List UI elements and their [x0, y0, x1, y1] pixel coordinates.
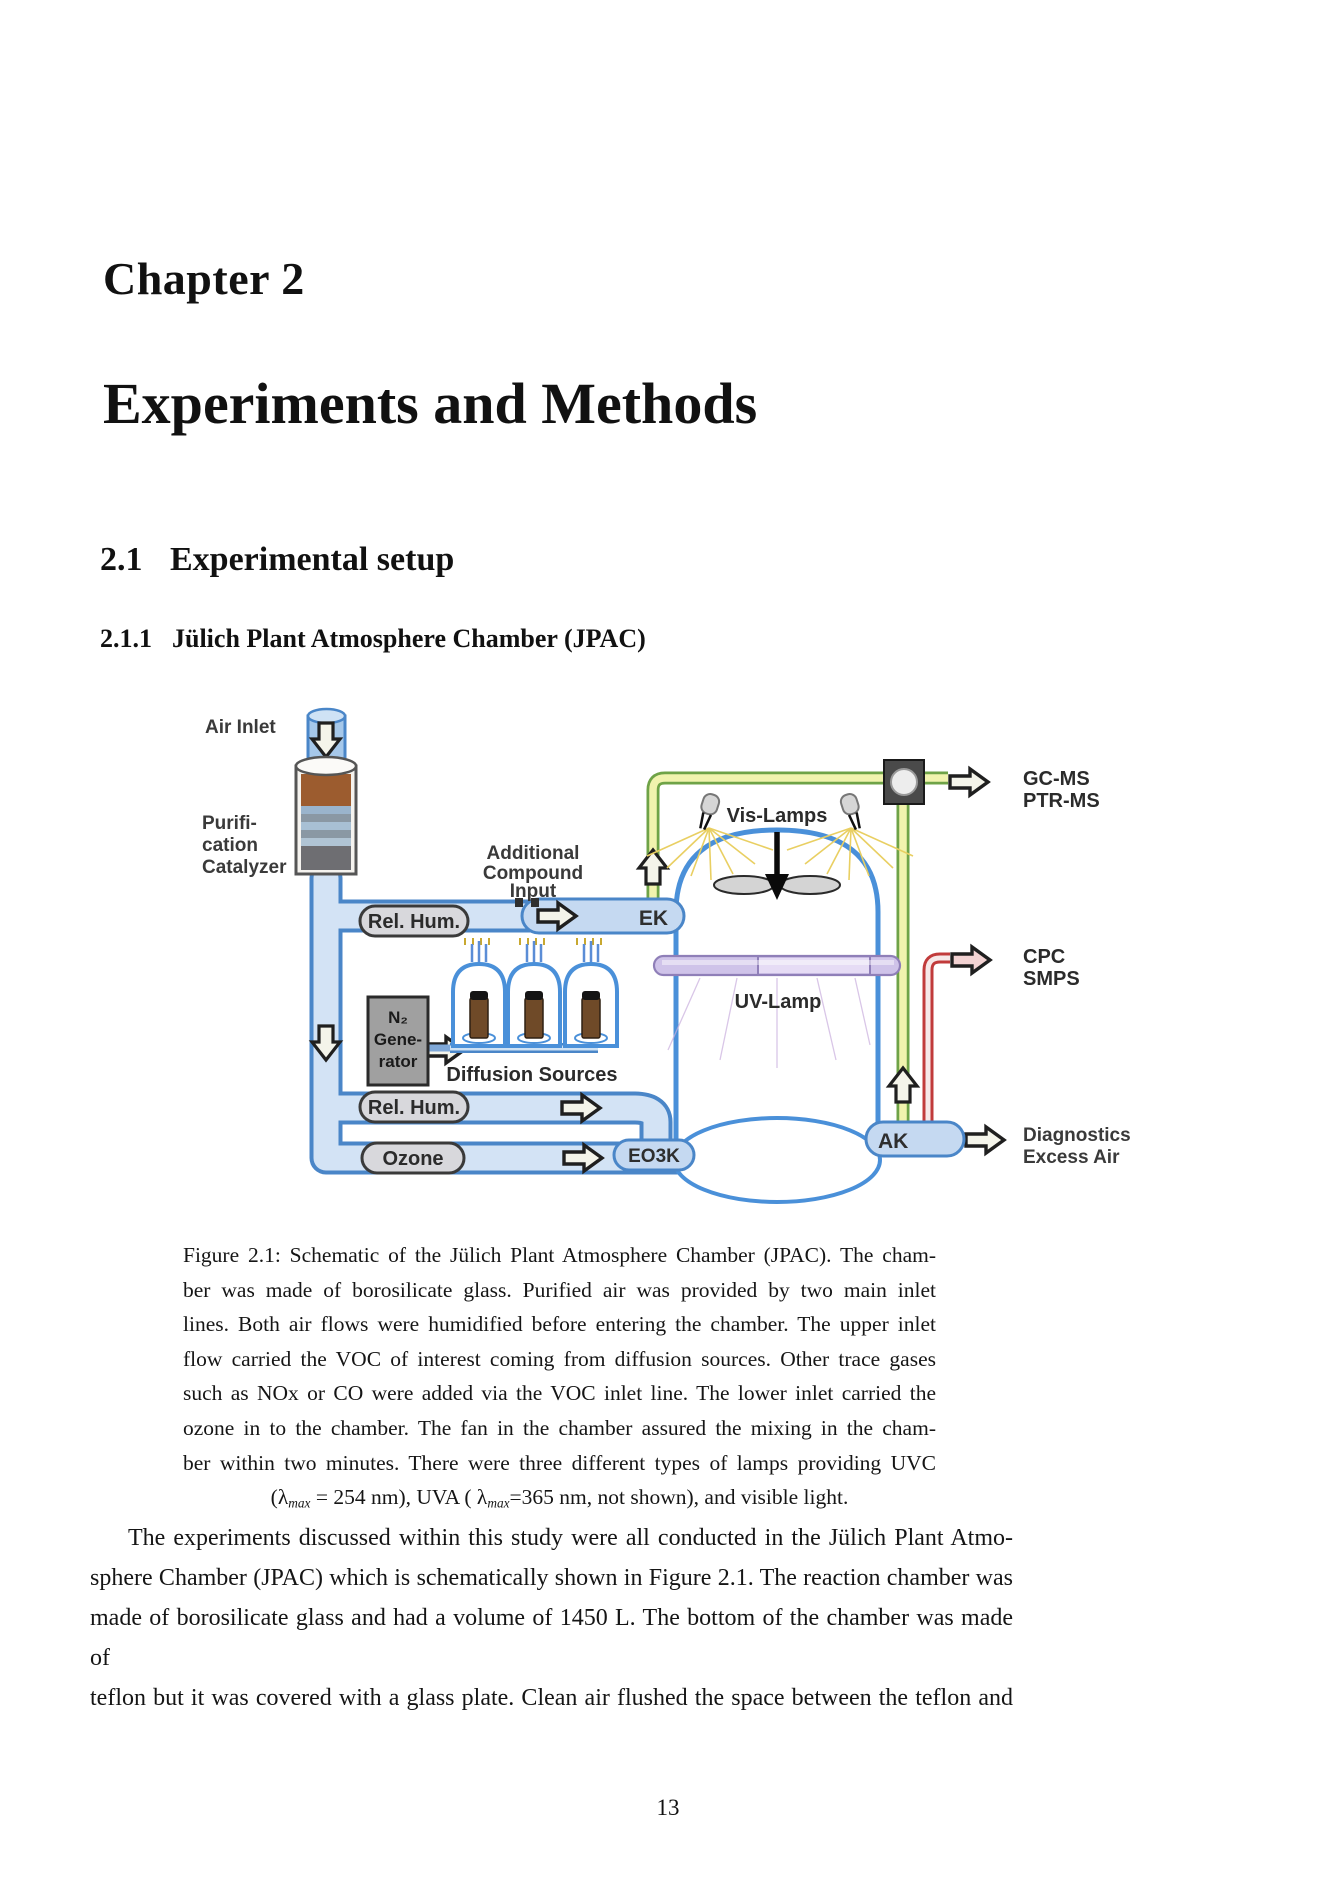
label-purification-2: cation: [202, 835, 258, 856]
figure-2-1: [160, 690, 1140, 1220]
right-arrow-icon: [950, 769, 988, 795]
section-number: 2.1: [100, 541, 143, 578]
label-additional-3: Input: [509, 881, 557, 902]
body-paragraph: [90, 1518, 1013, 1718]
chapter-title: Experiments and Methods: [103, 371, 758, 436]
caption-line-lambda: [183, 1480, 936, 1521]
label-ptr-ms: PTR-MS: [1023, 790, 1100, 812]
caption-line: flow carried the VOC of interest coming from diffusion sources. Other trace gases: [183, 1346, 936, 1371]
caption-line: ber was made of borosilicate glass. Purified air was provided by two main inlet: [183, 1277, 936, 1302]
label-n2-3: rator: [378, 1052, 418, 1071]
page-number: 13: [656, 1795, 680, 1820]
caption-line: such as NOx or CO were added via the VOC inlet line. The lower inlet carried the: [183, 1381, 936, 1406]
label-ozone: Ozone: [382, 1148, 444, 1170]
eo3k-port: [614, 1140, 694, 1170]
label-additional-1: Additional: [486, 843, 580, 864]
right-arrow-icon: [952, 947, 990, 973]
label-diagnostics-2: Excess Air: [1023, 1147, 1120, 1168]
body-line: sphere Chamber (JPAC) which is schematically shown in Figure 2.1. The reaction chamber was: [90, 1565, 1013, 1591]
body-line: The experiments discussed within this study were all conducted in the Jülich Plant Atmo-: [128, 1525, 1013, 1551]
subsection-heading: [100, 624, 646, 654]
label-purification-1: Purifi-: [202, 813, 257, 834]
chapter-label: Chapter 2: [103, 253, 305, 304]
caption-lambda-sub: max: [487, 1495, 510, 1511]
right-arrow-icon: [966, 1127, 1004, 1153]
label-rel-hum-upper: Rel. Hum.: [367, 911, 461, 933]
label-n2-2: Gene-: [373, 1030, 423, 1049]
caption-line: Figure 2.1: Schematic of the Jülich Plant Atmosphere Chamber (JPAC). The cham-: [183, 1243, 936, 1267]
label-air-inlet: Air Inlet: [205, 717, 276, 738]
caption-lambda-text: =365 nm, not shown), and visible light.: [509, 1485, 849, 1510]
diffusion-source-jar: [453, 938, 505, 1046]
label-ak: AK: [878, 1130, 909, 1153]
figure-caption: [183, 1238, 936, 1521]
subsection-number: 2.1.1: [100, 624, 152, 653]
caption-line: ber within two minutes. There were three different types of lamps providing UVC: [183, 1450, 936, 1475]
label-diffusion-sources: Diffusion Sources: [446, 1064, 618, 1086]
label-rel-hum-lower: Rel. Hum.: [367, 1097, 461, 1119]
section-title: Experimental setup: [170, 541, 455, 578]
n2-generator-box: [368, 997, 450, 1085]
caption-line: lines. Both air flows were humidified before entering the chamber. The upper inlet: [183, 1312, 936, 1337]
label-additional-2: Compound: [482, 863, 584, 884]
particle-line-red: [928, 958, 950, 1124]
label-purification-3: Catalyzer: [202, 857, 287, 878]
label-gc-ms: GC-MS: [1023, 768, 1090, 790]
body-line: made of borosilicate glass and had a volume of 1450 L. The bottom of the chamber was made of: [90, 1605, 1013, 1671]
label-cpc: CPC: [1023, 946, 1066, 968]
subsection-title: Jülich Plant Atmosphere Chamber (JPAC): [172, 624, 646, 653]
diffusion-source-jars: [453, 938, 617, 1046]
label-diagnostics-1: Diagnostics: [1023, 1125, 1131, 1146]
section-heading: [100, 541, 454, 579]
jpac-schematic: [160, 690, 1140, 1220]
body-line: teflon but it was covered with a glass plate. Clean air flushed the space between the teflon and: [90, 1685, 1013, 1711]
purification-catalyzer: [296, 757, 356, 874]
ak-port: [866, 1122, 964, 1156]
valve-icon: [884, 760, 924, 804]
diffusion-source-jar: [565, 938, 617, 1046]
caption-line: ozone in to the chamber. The fan in the chamber assured the mixing in the cham-: [183, 1415, 936, 1440]
caption-lambda-text: (λ: [270, 1485, 289, 1510]
diffusion-source-jar: [508, 938, 560, 1046]
up-arrow-icon: [889, 1068, 917, 1102]
label-vis-lamps: Vis-Lamps: [726, 805, 828, 827]
label-smps: SMPS: [1023, 968, 1080, 990]
label-n2-1: N₂: [388, 1008, 408, 1027]
label-uv-lamp: UV-Lamp: [734, 991, 822, 1013]
caption-lambda-text: = 254 nm), UVA ( λ: [310, 1485, 488, 1510]
caption-lambda-sub: max: [288, 1495, 311, 1511]
label-eo3k: EO3K: [628, 1146, 680, 1167]
up-arrow-icon: [639, 850, 667, 884]
label-ek: EK: [638, 907, 668, 930]
